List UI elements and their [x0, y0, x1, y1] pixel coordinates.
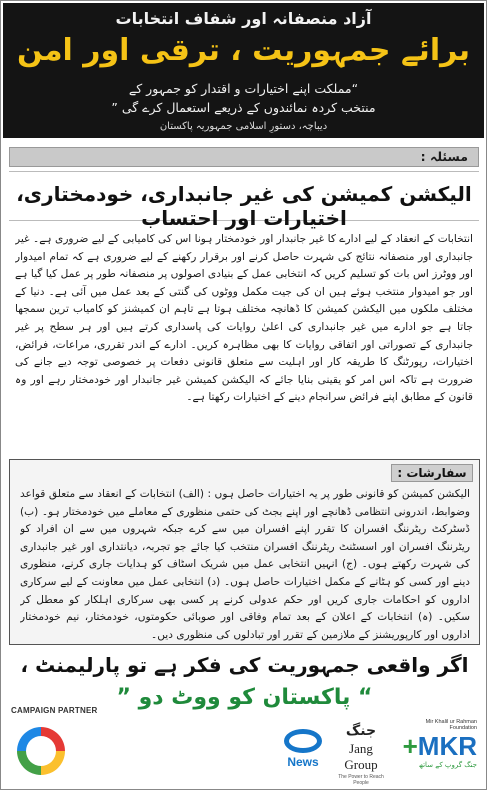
slogan-line-1: اگر واقعی جمہوریت کی فکر ہے تو پارلیمنٹ ،: [20, 653, 469, 677]
recommendations-heading: سفارشات :: [391, 464, 473, 482]
issue-topic-text: الیکشن کمیشن کی غیر جانبداری، خودمختاری، اختیارات اور احتساب: [16, 182, 472, 230]
recommendations-text: الیکشن کمیشن کو قانونی طور پر یہ اختیارات حاصل ہوں : (الف) انتخابات کے انعقاد سے متعلق قواعد وضوابط، اندرونی انتظامی ڈھانچے اور اپنے بجٹ کی حتمی منظوری کے معاملے میں خودمختار ہو۔ (ب) ڈسٹرکٹ ریٹرننگ افسران کا تقرر اپنے افسران میں سے کرے جبکہ شہروں میں سے ان افراد کو ریٹرننگ افسران اور اسسٹنٹ ریٹرننگ افسران منتخب کیا جائے جو تجربہ، دیانتداری اور غیر جانبداری کی شہرت رکھتے ہوں۔ (ج) انہیں انتخابی عمل میں شریک اسٹاف کو ہدایات جاری کرنے، منظوری دینے اور کسی کو ہٹانے کے مکمل اختیارات حاصل ہوں۔ (د) انتخابی عمل میں معاونت کے لیے سرکاری اداروں کو احکامات جاری کریں اور حکم عدولی کرنے پر کسی بھی سرکاری اہلکار کو معطل کر سکیں۔ (ہ) انتخابات کے اعلان کے بعد تمام وفاقی اور صوبائی حکومتوں، خودمختار، نیم خودمختار اداروں اور کارپوریشنز کے ملازمین کے تقرر اور تبادلوں کی منظوری دیں۔: [20, 488, 470, 641]
mkr-mark: [397, 731, 477, 761]
circle-logo-icon: [17, 727, 65, 775]
issue-label: مسئلہ :: [420, 149, 468, 164]
jang-mark-icon: جنگ: [345, 723, 377, 739]
mkr-name: MKR: [417, 731, 477, 761]
jang-group-logo: [331, 723, 391, 786]
issue-topic: [9, 171, 479, 230]
header-subtitle: آزاد منصفانہ اور شفاف انتخابات: [115, 9, 372, 28]
quote-source: دیباچہ، دستورِ اسلامی جمہوریہ پاکستان: [159, 121, 328, 132]
slogan-line-2: “ پاکستان کو ووٹ دو ”: [116, 685, 373, 710]
recommendations-box: [9, 459, 480, 645]
plus-icon: +: [402, 731, 418, 761]
issue-bar: [9, 147, 479, 167]
campaign-partner-label: CAMPAIGN PARTNER: [11, 706, 98, 715]
issue-body-paragraph: انتخابات کے انعقاد کے لیے ادارے کا غیر جانبدار اور خودمختار ہونا اس کی کامیابی کے لیے ضروری ہے۔ غیر جانبداری اور منصفانہ نتائج کی شہرت حاصل کرنے اور برقرار رکھنے کے لیے ضروری ہے کہ تمام امیدوار اور ووٹرز اس بات کو تسلیم کریں کہ انتخابی عمل کے بنیادی اصولوں پر منصفانہ طور پر عمل کیا گیا ہے اور جو امیدوار منتخب ہوئے ہیں ان کی جیت مکمل ووٹوں کی گنتی کے بعد عمل میں آئی ہے۔ دنیا کے مختلف ملکوں میں الیکشن کمیشن کا ڈھانچہ مختلف ہوتا ہے تاہم ان کمیشنز کو کامیاب ترین سمجھا جاتا ہے جو ادارے میں غیر جانبداری کی اعلیٰ روایات کی پاسداری کرتے ہیں اور ہر سطح پر غیر جانبداری کے تصوراتی اور اتفاقی روایات کا بھی مظاہرہ کریں۔ ادارے کے اندر تقرری، مراعات، فرائض، اختیارات، رپورٹنگ کا طریقہ کار اور اہلیت سے متعلق قانونی دفعات پر خصوصی توجہ دیے جانے کی ضرورت ہے تاکہ اس امر کو یقینی بنایا جائے کہ الیکشن کمیشن غیر جانبدار اور خودمختار رہے اور وہ قانون کے مطابق اپنے فرائض سرانجام دینے کے اختیارات رکھتا ہے۔: [15, 233, 473, 404]
geo-news-logo: [281, 729, 325, 781]
quote-line-2: منتخب کردہ نمائندوں کے ذریعے استعمال کرے گی ”: [111, 100, 376, 115]
mkr-subtitle: جنگ گروپ کے ساتھ: [418, 761, 477, 769]
geo-mark-icon: [284, 729, 322, 753]
mkr-foundation-logo: [397, 719, 477, 783]
constitution-quote: [23, 79, 464, 117]
geo-news-text: News: [287, 755, 319, 769]
header-title: برائے جمہوریت ، ترقی اور امن: [16, 33, 471, 68]
jang-group-tagline: The Power to Reach People: [338, 774, 384, 786]
header-banner: [3, 3, 484, 138]
quote-line-1: “مملکت اپنے اختیارات و اقتدار کو جمہور کے: [128, 81, 359, 96]
partner-logos: [9, 719, 480, 785]
jang-group-name: Jang Group: [344, 741, 378, 772]
mkr-foundation-name: Mir Khalil ur Rahman Foundation: [425, 719, 477, 731]
